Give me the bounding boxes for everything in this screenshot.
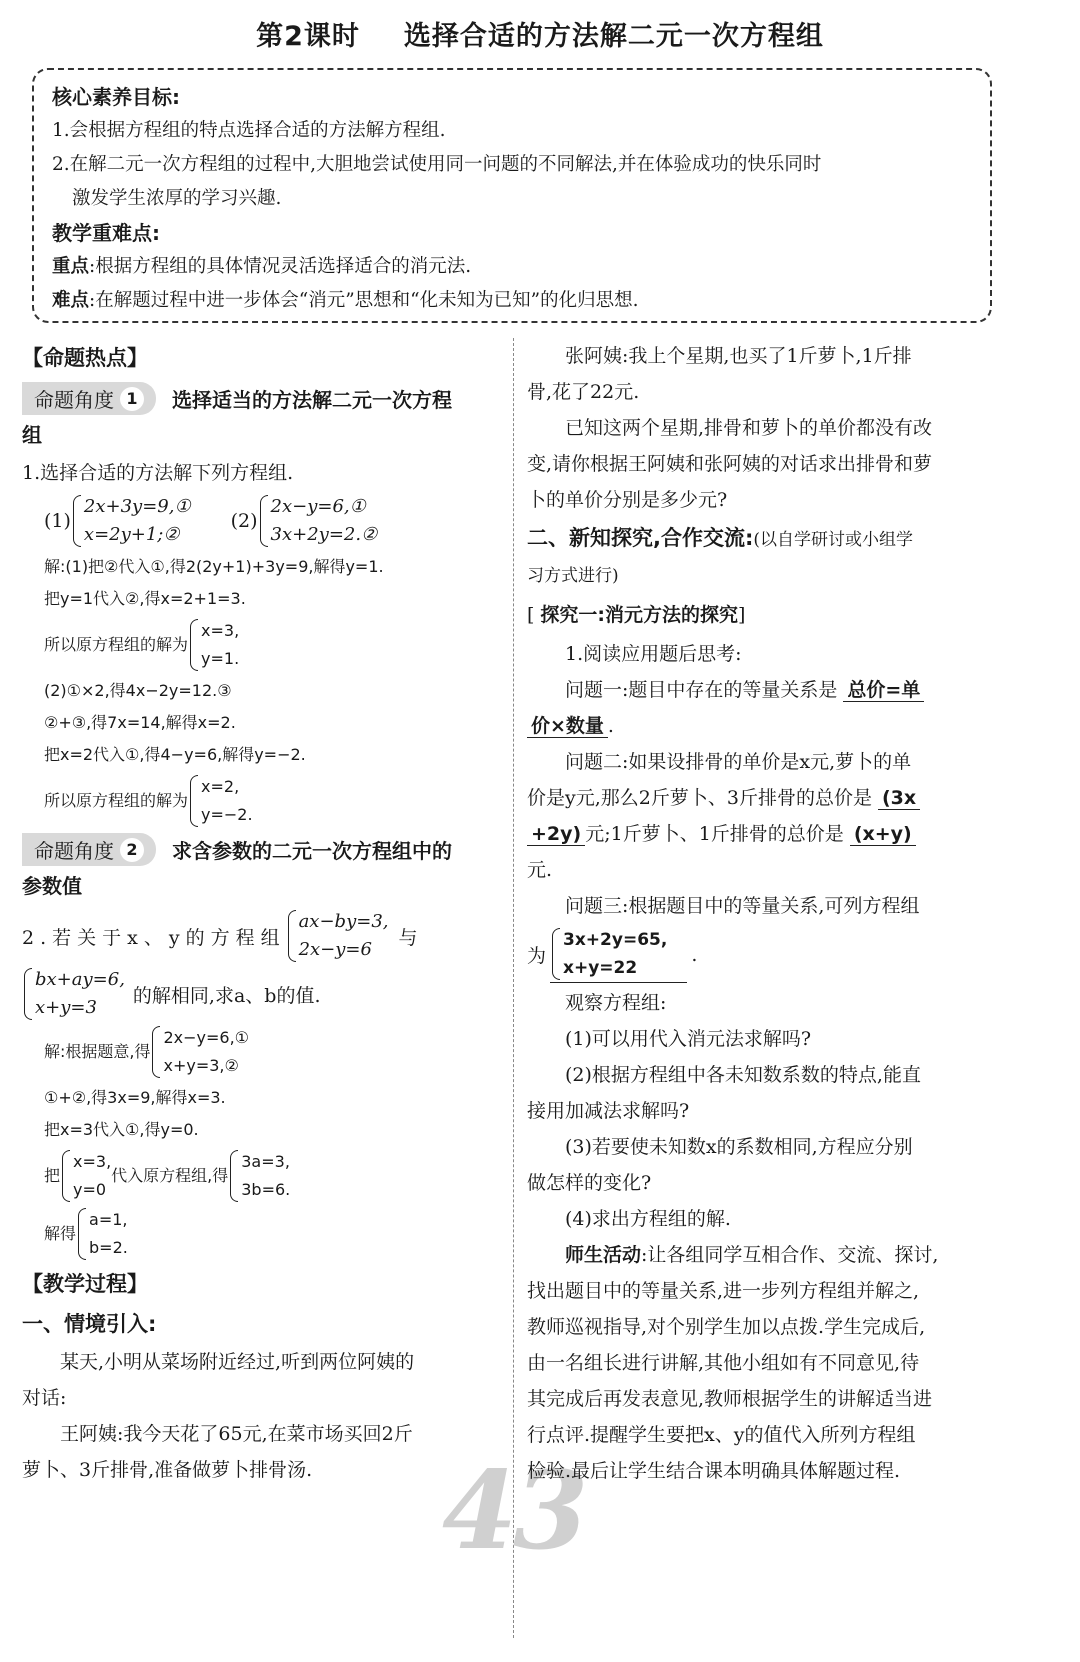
solution-line: 把x=3代入①,得y=0. [44, 1120, 199, 1139]
observe-item: (3)若要使未知数x的系数相同,方程应分别 [565, 1136, 913, 1158]
solution-2-final [22, 1206, 500, 1262]
question-two [527, 780, 1001, 816]
explore-title: 探究一:消元方法的探究 [540, 604, 739, 626]
angle-2-title: 求含参数的二元一次方程组中的 [172, 839, 452, 863]
equation: 2x−y=6,① [163, 1028, 250, 1047]
new-knowledge-note: (以自学研讨或小组学 [753, 530, 914, 550]
equation: y=1. [201, 649, 240, 668]
answer-system [76, 1206, 128, 1262]
q-text: 为 [527, 945, 547, 967]
activity-line: 其完成后再发表意见,教师根据学生的讲解适当进 [527, 1388, 933, 1410]
q1-part1-label: (1) [44, 510, 71, 532]
answer-blank: (x+y) [850, 823, 916, 846]
page-title [0, 14, 1080, 53]
wang-dialogue: 萝卜、3斤排骨,准备做萝卜排骨汤. [22, 1459, 313, 1481]
core-goal-item: 2.在解二元一次方程组的过程中,大胆地尝试使用同一问题的不同解法,并在体验成功的快乐同时 [52, 154, 822, 175]
q1-part1-system [71, 493, 191, 549]
activity-text [527, 1237, 1001, 1273]
q-text: 问题一:题目中存在的等量关系是 [565, 679, 838, 701]
lesson-title: 选择合适的方法解二元一次方程组 [403, 21, 824, 52]
teaching-process-heading: 【教学过程】 [22, 1272, 148, 1296]
equation: 2x−y=6 [298, 939, 372, 960]
angle-1-title-cont: 组 [22, 423, 42, 447]
core-goal-item: 激发学生浓厚的学习兴趣. [72, 188, 282, 209]
explore-title-box: [ 探究一:消元方法的探究] [527, 594, 1001, 636]
solution-line: 把y=1代入②,得x=2+1=3. [44, 589, 246, 608]
equation: x=3, [201, 621, 240, 640]
hot-topics-heading: 【命题热点】 [22, 346, 148, 370]
question-one [527, 672, 1001, 708]
solution-line: ②+③,得7x=14,解得x=2. [44, 713, 236, 732]
left-column [22, 338, 500, 1488]
core-goal-item: 1.会根据方程组的特点选择合适的方法解方程组. [52, 120, 446, 141]
equation: x=2, [201, 777, 240, 796]
answer-blank: +2y) [527, 823, 585, 846]
equation: bx+ay=6, [35, 969, 125, 990]
solution-line: ①+②,得3x=9,解得x=3. [44, 1088, 226, 1107]
question-two [527, 816, 1001, 852]
q2-system-2 [22, 966, 125, 1022]
answer-blank: 价×数量 [527, 715, 608, 738]
equation: b=2. [89, 1238, 128, 1257]
question-three-answer: 为 3x+2y=65, x+y=22 . [527, 926, 1001, 983]
answer-system [150, 1024, 249, 1080]
angle-1-badge [22, 382, 156, 415]
q2-stem-text: 2.若关于x、y的方程组 [22, 926, 286, 949]
angle-2-title-cont: 参数值 [22, 874, 82, 898]
column-divider [513, 338, 514, 1638]
observe-item: (2)根据方程组中各未知数系数的特点,能直 [565, 1064, 921, 1086]
equation: 2x+3y=9,① [83, 496, 191, 517]
equation: x=2y+1;② [83, 524, 180, 545]
question-two: 元. [527, 859, 553, 881]
q2-stem-text: 的解相同,求a、b的值. [132, 984, 321, 1007]
solution-2-setup [22, 1024, 500, 1080]
angle-label: 命题角度 [34, 388, 114, 412]
solution-answer [22, 617, 500, 673]
key-points-heading: 教学重难点: [52, 221, 160, 245]
page-number: 43 [442, 1448, 585, 1574]
angle-number: 1 [120, 387, 144, 411]
solution-line: (2)①×2,得4x−2y=12.③ [44, 681, 232, 700]
angle-1-header [22, 382, 500, 415]
solution-line: 解:(1)把②代入①,得2(2y+1)+3y=9,解得y=1. [44, 557, 384, 576]
answer-label: 把 [44, 1166, 61, 1185]
hard-text: :在解题过程中进一步体会“消元”思想和“化未知为已知”的化归思想. [89, 290, 639, 311]
q2-system-1 [286, 908, 389, 964]
read-question: 1.阅读应用题后思考: [565, 643, 742, 665]
observe-item: (4)求出方程组的解. [565, 1208, 731, 1230]
question-2-stem-cont [22, 966, 500, 1022]
question-1-stem: 1.选择合适的方法解下列方程组. [22, 462, 294, 484]
solution-answer [22, 773, 500, 829]
equation: 3x+2y=2.② [270, 524, 378, 545]
q1-part2-system [258, 493, 378, 549]
wang-dialogue: 王阿姨:我今天花了65元,在菜市场买回2斤 [60, 1423, 413, 1445]
observe-item: 做怎样的变化? [527, 1172, 652, 1194]
goals-box [32, 68, 992, 323]
answer-system [188, 617, 239, 673]
question-1-systems [22, 493, 500, 549]
new-knowledge-heading: 二、新知探究,合作交流: [527, 526, 754, 550]
activity-line: :让各组同学互相合作、交流、探讨, [641, 1244, 939, 1266]
answer-label: 所以原方程组的解为 [44, 635, 189, 654]
zhang-dialogue: 张阿姨:我上个星期,也买了1斤萝卜,1斤排 [565, 345, 912, 367]
answer-label: 解:根据题意,得 [44, 1042, 151, 1061]
key-text: :根据方程组的具体情况灵活选择适合的消元法. [89, 256, 472, 277]
zhang-dialogue: 骨,花了22元. [527, 381, 640, 403]
story-text: 某天,小明从菜场附近经过,听到两位阿姨的 [60, 1351, 415, 1373]
core-goals-heading: 核心素养目标: [52, 85, 180, 109]
equation: x=3, [73, 1152, 112, 1171]
activity-label: 师生活动 [565, 1244, 642, 1266]
equation: 3b=6. [241, 1180, 291, 1199]
equation: 3x+2y=65, [563, 930, 668, 950]
activity-line: 找出题目中的等量关系,进一步列方程组并解之, [527, 1280, 920, 1302]
answer-label: 解得 [44, 1224, 77, 1243]
angle-2-header [22, 833, 500, 866]
q2-stem-text: 与 [398, 926, 418, 949]
activity-line: 由一名组长进行讲解,其他小组如有不同意见,待 [527, 1352, 920, 1374]
answer-system [188, 773, 253, 829]
hard-label: 难点 [52, 290, 90, 311]
solution-2-substitution [22, 1148, 500, 1204]
equation: 2x−y=6,① [270, 496, 366, 517]
equation: x+y=3,② [163, 1056, 239, 1075]
answer-system [228, 1148, 290, 1204]
activity-line: 行点评.提醒学生要把x、y的值代入所列方程组 [527, 1424, 916, 1446]
question-2-stem [22, 908, 500, 964]
observe-heading: 观察方程组: [565, 992, 667, 1014]
equation: 3a=3, [241, 1152, 290, 1171]
lesson-number: 第2课时 [256, 21, 360, 52]
known-text: 已知这两个星期,排骨和萝卜的单价都没有改 [565, 417, 933, 439]
new-knowledge-note: 习方式进行) [527, 566, 619, 586]
angle-1-title: 选择适当的方法解二元一次方程 [172, 388, 452, 412]
equation: ax−by=3, [298, 911, 389, 932]
story-text: 对话: [22, 1387, 67, 1409]
answer-label: 代入原方程组,得 [111, 1166, 229, 1185]
equation: y=0 [73, 1180, 107, 1199]
equation: x+y=3 [35, 997, 97, 1018]
answer-blank: 总价=单 [843, 679, 924, 702]
angle-number: 2 [120, 838, 144, 862]
answer-blank: (3x [878, 787, 920, 810]
known-text: 变,请你根据王阿姨和张阿姨的对话求出排骨和萝 [527, 453, 933, 475]
angle-2-badge [22, 833, 156, 866]
angle-label: 命题角度 [34, 839, 114, 863]
activity-line: 检验.最后让学生结合课本明确具体解题过程. [527, 1460, 901, 1482]
question-three: 问题三:根据题目中的等量关系,可列方程组 [565, 895, 920, 917]
q-text: 价是y元,那么2斤萝卜、3斤排骨的总价是 [527, 787, 872, 809]
observe-item: 接用加减法求解吗? [527, 1100, 690, 1122]
key-point [52, 250, 974, 284]
solution-line: 把x=2代入①,得4−y=6,解得y=−2. [44, 745, 306, 764]
equation: x+y=22 [563, 958, 638, 978]
observe-item: (1)可以用代入消元法求解吗? [565, 1028, 812, 1050]
answer-system [550, 926, 687, 983]
known-text: 卜的单价分别是多少元? [527, 489, 728, 511]
intro-heading: 一、情境引入: [22, 1312, 157, 1336]
difficult-point [52, 284, 974, 318]
equation: y=−2. [201, 805, 253, 824]
question-two: 问题二:如果设排骨的单价是x元,萝卜的单 [565, 751, 912, 773]
answer-system [60, 1148, 111, 1204]
equation: a=1, [89, 1210, 128, 1229]
key-label: 重点 [52, 256, 90, 277]
q1-part2-label: (2) [230, 510, 258, 532]
activity-line: 教师巡视指导,对个别学生加以点拨.学生完成后, [527, 1316, 926, 1338]
q-text: 元;1斤萝卜、1斤排骨的总价是 [585, 823, 844, 845]
answer-label: 所以原方程组的解为 [44, 791, 189, 810]
right-column [527, 338, 1001, 1489]
new-knowledge-line [527, 518, 1001, 558]
question-one-cont: 价×数量 . [527, 708, 1001, 744]
